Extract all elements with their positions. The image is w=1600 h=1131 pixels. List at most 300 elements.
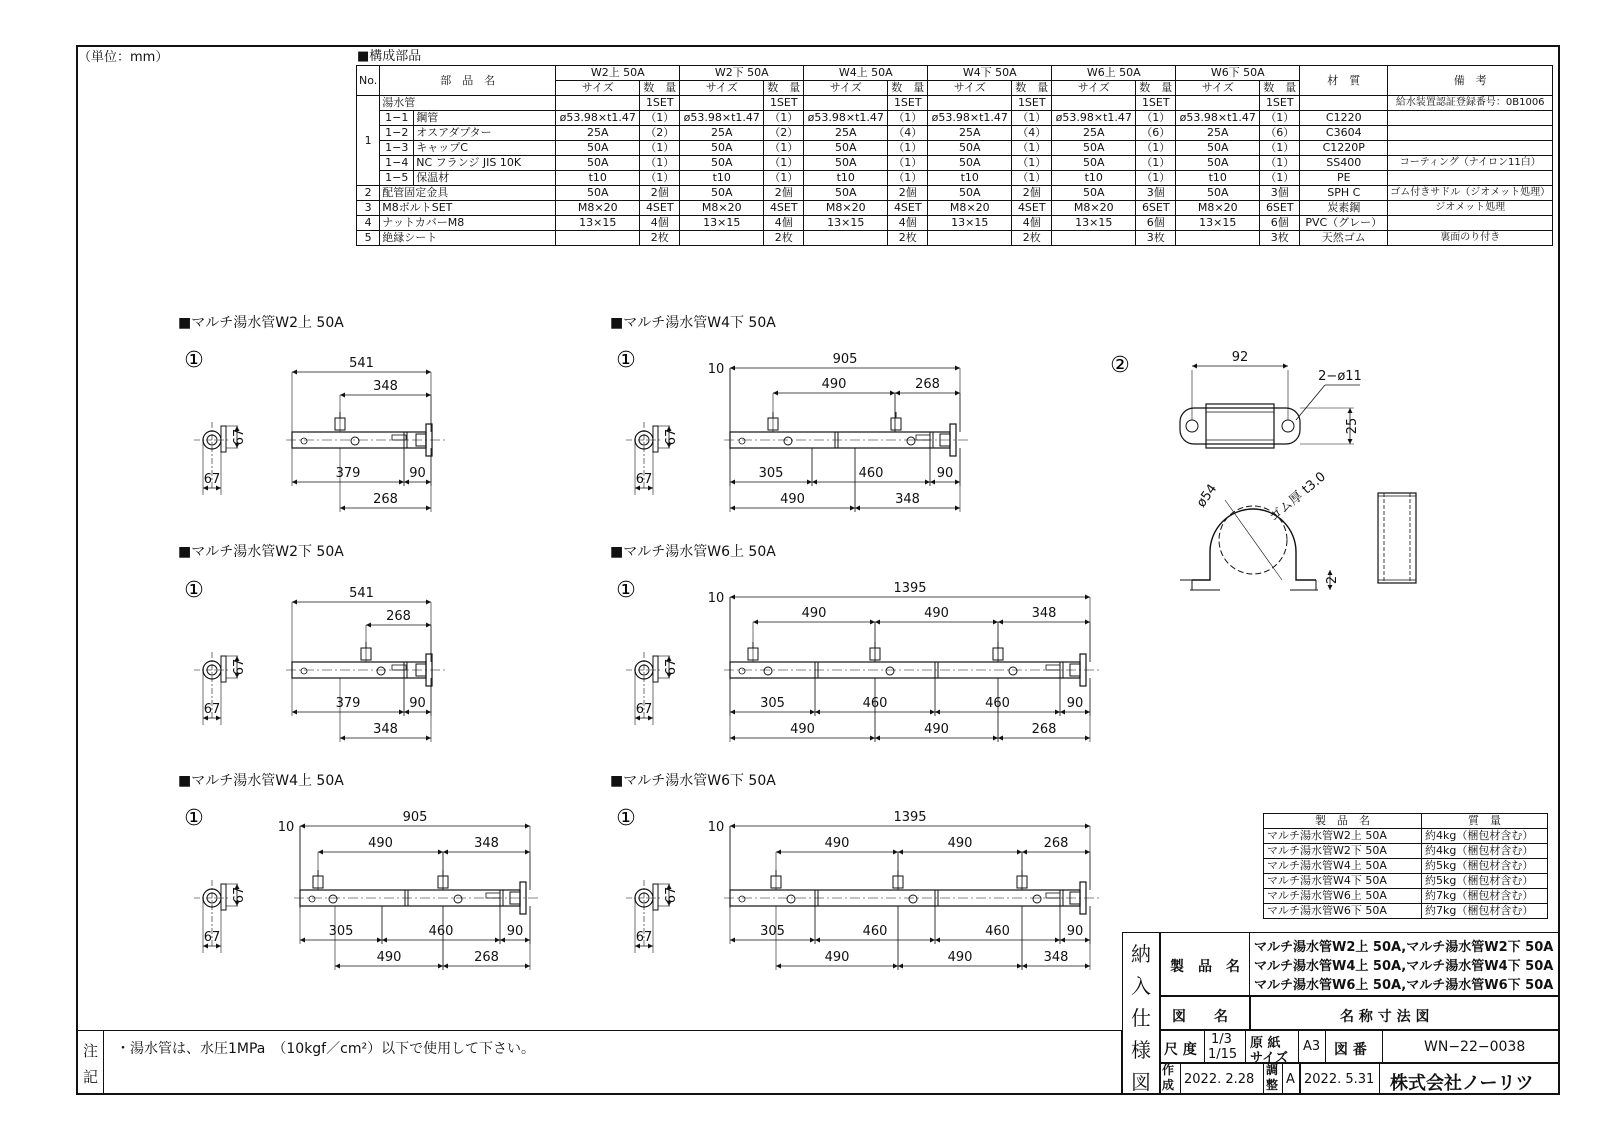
parts-cell: 3枚	[1260, 231, 1300, 246]
weight-value: 約5kg（梱包材含む）	[1422, 859, 1548, 874]
cap-mark	[739, 668, 745, 674]
dimension-label: 25	[1345, 417, 1360, 435]
dim-arrow	[776, 964, 781, 969]
adjust-label: 調整	[1266, 1063, 1279, 1092]
dimension-label: 1395	[893, 810, 927, 825]
view-title-w2-down: ■マルチ湯水管W2下 50A	[178, 544, 344, 560]
parts-cell: ø53.98×t1.47	[928, 111, 1012, 126]
bolt-hole	[1033, 895, 1041, 903]
parts-cell: （1）	[1260, 111, 1300, 126]
label-plate	[486, 893, 500, 898]
weight-value: 約4kg（梱包材含む）	[1422, 844, 1548, 859]
dim-arrow	[870, 620, 875, 625]
dimension-label: 1395	[893, 581, 927, 596]
header-size: サイズ	[928, 81, 1012, 96]
parts-cell: ナットカバーM8	[380, 216, 556, 231]
parts-cell: 50A	[804, 141, 888, 156]
bolt-hole	[907, 437, 915, 445]
dim-arrow	[893, 850, 898, 855]
dim-arrow	[426, 710, 431, 715]
dim-arrow	[426, 370, 431, 375]
parts-cell: ø53.98×t1.47	[1052, 111, 1136, 126]
dim-arrow	[730, 366, 735, 371]
dimension-label: 490	[821, 377, 847, 392]
parts-cell: C3604	[1300, 126, 1388, 141]
parts-cell: コーティング（ナイロン11白）	[1388, 156, 1553, 171]
dim-arrow	[993, 736, 998, 741]
mount-plate	[221, 656, 226, 682]
view-number: ①	[184, 578, 204, 603]
dimension-label: 90	[936, 466, 954, 481]
label-plate	[1046, 665, 1060, 670]
dim-arrow	[335, 964, 340, 969]
parts-cell: 13×15	[1052, 216, 1136, 231]
dim-arrow	[730, 824, 735, 829]
header-qty: 数 量	[888, 81, 928, 96]
dim-arrow	[998, 620, 1003, 625]
weight-row	[1264, 859, 1548, 874]
dim-arrow	[898, 850, 903, 855]
saddle-hole	[1186, 420, 1198, 432]
parts-cell: 3枚	[1136, 231, 1176, 246]
parts-cell: （2）	[640, 126, 680, 141]
dim-arrow	[1022, 964, 1027, 969]
dim-arrow	[1328, 585, 1333, 590]
dim-arrow	[875, 620, 880, 625]
dim-arrow	[1328, 570, 1333, 575]
dim-arrow	[525, 850, 530, 855]
parts-cell: 1SET	[1260, 96, 1300, 111]
view-title-w4-down: ■マルチ湯水管W4下 50A	[610, 315, 776, 331]
dim-arrow	[1017, 850, 1022, 855]
dim-arrow	[1055, 710, 1060, 715]
parts-cell: 1SET	[764, 96, 804, 111]
parts-cell: （1）	[640, 141, 680, 156]
header-qty: 数 量	[1260, 81, 1300, 96]
parts-cell: （1）	[1012, 156, 1052, 171]
parts-cell: 2個	[764, 186, 804, 201]
parts-cell: 50A	[1176, 156, 1260, 171]
header-model: W6下 50A	[1176, 66, 1300, 81]
header-qty: 数 量	[1012, 81, 1052, 96]
parts-cell: （1）	[1260, 141, 1300, 156]
dim-arrow	[292, 370, 297, 375]
parts-cell: 13×15	[928, 216, 1012, 231]
dim-arrow	[730, 595, 735, 600]
dimension-label: ゴム厚 t3.0	[1266, 469, 1329, 526]
dim-arrow	[399, 480, 404, 485]
dim-arrow	[898, 964, 903, 969]
dimension-label: 541	[349, 586, 374, 601]
view-title-w2-up: ■マルチ湯水管W2上 50A	[178, 315, 344, 331]
weight-product: マルチ湯水管W4下 50A	[1264, 874, 1422, 889]
header-size: サイズ	[1176, 81, 1260, 96]
dim-arrow	[955, 391, 960, 396]
header-size: サイズ	[556, 81, 640, 96]
parts-cell: ø53.98×t1.47	[1176, 111, 1260, 126]
parts-cell: 13×15	[680, 216, 764, 231]
dim-arrow	[925, 480, 930, 485]
parts-cell: 1−2	[380, 126, 414, 141]
dimension-label: 67	[635, 930, 653, 945]
dimension-label: 67	[232, 428, 247, 446]
parts-cell: 4SET	[1012, 201, 1052, 216]
parts-cell: M8ボルトSET	[380, 201, 556, 216]
parts-cell: 4SET	[640, 201, 680, 216]
parts-cell: 25A	[1176, 126, 1260, 141]
mount-plate	[653, 656, 658, 682]
paper-label-2: サイズ	[1250, 1051, 1288, 1066]
header-model: W4上 50A	[804, 66, 928, 81]
notes-label-1: 注	[83, 1042, 99, 1060]
dim-arrow	[292, 710, 297, 715]
cap-mark	[739, 896, 745, 902]
parts-cell: 2	[357, 186, 380, 201]
dim-arrow	[730, 480, 735, 485]
parts-cell: 2枚	[888, 231, 928, 246]
drawing-label: 図 名	[1172, 1009, 1228, 1025]
parts-cell: 6個	[1260, 216, 1300, 231]
made-label: 作成	[1162, 1063, 1175, 1092]
parts-cell: 3	[357, 201, 380, 216]
parts-cell: （1）	[764, 141, 804, 156]
dimension-label: 10	[707, 362, 725, 377]
dim-arrow	[340, 393, 345, 398]
dimension-label: 90	[1066, 696, 1084, 711]
spec-char: 様	[1131, 1038, 1151, 1062]
bolt-hole	[764, 667, 772, 675]
drawing-line	[1296, 385, 1325, 420]
parts-cell: ゴム付きサドル（ジオメット処理）	[1388, 186, 1553, 201]
dim-arrow	[776, 850, 781, 855]
dim-arrow	[993, 620, 998, 625]
dim-arrow	[1085, 964, 1090, 969]
parts-cell: 3個	[1260, 186, 1300, 201]
spec-char: 仕	[1131, 1006, 1151, 1030]
product-line: マルチ湯水管W2上 50A,マルチ湯水管W2下 50A	[1254, 940, 1554, 955]
dim-arrow	[443, 850, 448, 855]
parts-cell: 鋼管	[414, 111, 556, 126]
parts-cell: C1220	[1300, 111, 1388, 126]
parts-cell: （1）	[1136, 156, 1176, 171]
parts-cell: t10	[804, 171, 888, 186]
parts-cell: 6SET	[1136, 201, 1176, 216]
dimension-label: 67	[664, 658, 679, 676]
header-model: W4下 50A	[928, 66, 1052, 81]
parts-cell: 6個	[1136, 216, 1176, 231]
parts-cell: 4個	[1012, 216, 1052, 231]
dimension-label: 348	[474, 836, 499, 851]
dimension-label: 90	[409, 696, 426, 711]
dimension-label: 67	[635, 472, 653, 487]
weight-product: マルチ湯水管W6上 50A	[1264, 889, 1422, 904]
dim-arrow	[895, 391, 900, 396]
parts-cell: ø53.98×t1.47	[804, 111, 888, 126]
dim-arrow	[399, 710, 404, 715]
parts-cell: （1）	[640, 156, 680, 171]
parts-cell: M8×20	[1052, 201, 1136, 216]
parts-cell: 13×15	[556, 216, 640, 231]
parts-cell: PE	[1300, 171, 1388, 186]
cap-mark	[301, 668, 307, 674]
dim-arrow	[525, 938, 530, 943]
parts-cell: 1SET	[1012, 96, 1052, 111]
dim-arrow	[525, 964, 530, 969]
dimension-label: 67	[664, 428, 679, 446]
parts-cell: （1）	[764, 111, 804, 126]
parts-cell: M8×20	[804, 201, 888, 216]
parts-cell: 4個	[640, 216, 680, 231]
notes-label-2: 記	[83, 1068, 99, 1086]
made-date: 2022. 2.28	[1184, 1072, 1255, 1087]
parts-cell: 50A	[556, 141, 640, 156]
parts-cell: 1−3	[380, 141, 414, 156]
parts-cell: （1）	[1136, 141, 1176, 156]
weight-product: マルチ湯水管W6下 50A	[1264, 904, 1422, 919]
parts-cell: 50A	[556, 186, 640, 201]
dimension-label: 67	[635, 702, 653, 717]
dim-arrow	[730, 938, 735, 943]
parts-cell: 25A	[928, 126, 1012, 141]
cap-mark	[301, 438, 307, 444]
parts-cell: 4SET	[764, 201, 804, 216]
dim-arrow	[730, 710, 735, 715]
dim-arrow	[815, 710, 820, 715]
parts-cell: NC フランジ JIS 10K	[414, 156, 556, 171]
paper-label-1: 原 紙	[1250, 1036, 1281, 1051]
bolt-hole	[909, 895, 917, 903]
dimension-label: 268	[1043, 836, 1069, 851]
dim-arrow	[955, 506, 960, 511]
parts-cell: 50A	[1176, 186, 1260, 201]
scale-value-2: 1/15	[1208, 1047, 1238, 1062]
dim-arrow	[1060, 938, 1065, 943]
dimension-label: 348	[1043, 950, 1069, 965]
weight-row	[1264, 904, 1548, 919]
dim-arrow	[1085, 595, 1090, 600]
dim-arrow	[426, 506, 431, 511]
parts-cell: （1）	[764, 156, 804, 171]
dimension-label: 348	[1031, 606, 1057, 621]
scale-value-1: 1/3	[1211, 1032, 1232, 1047]
parts-cell: SS400	[1300, 156, 1388, 171]
dimension-label: 905	[402, 810, 428, 825]
header-model: W6上 50A	[1052, 66, 1176, 81]
product-line: マルチ湯水管W4上 50A,マルチ湯水管W4下 50A	[1254, 959, 1554, 974]
parts-cell: 絶縁シート	[380, 231, 556, 246]
header-qty: 数 量	[1136, 81, 1176, 96]
parts-cell: （1）	[1136, 111, 1176, 126]
dim-arrow	[1085, 736, 1090, 741]
dim-arrow	[807, 480, 812, 485]
parts-cell: 3個	[1136, 186, 1176, 201]
parts-cell: 50A	[1052, 186, 1136, 201]
dimension-label: 490	[924, 722, 949, 737]
weight-value: 約5kg（梱包材含む）	[1422, 874, 1548, 889]
dimension-label: 460	[985, 696, 1010, 711]
dimension-label: 348	[373, 379, 398, 394]
weight-header-name: 製 品 名	[1264, 814, 1422, 829]
parts-cell: 50A	[804, 156, 888, 171]
dimension-label: 460	[428, 924, 454, 939]
parts-cell: （1）	[888, 141, 928, 156]
dimension-label: 305	[328, 924, 354, 939]
spec-char: 納	[1131, 942, 1151, 966]
dim-arrow	[426, 623, 431, 628]
dimension-label: 490	[376, 950, 402, 965]
dim-arrow	[1192, 364, 1197, 369]
view-title-w4-up: ■マルチ湯水管W4上 50A	[178, 773, 344, 789]
bolt-hole	[329, 895, 337, 903]
dim-arrow	[773, 391, 778, 396]
dim-arrow	[1055, 938, 1060, 943]
weight-row	[1264, 829, 1548, 844]
dim-arrow	[875, 736, 880, 741]
parts-cell: 13×15	[804, 216, 888, 231]
weight-product: マルチ湯水管W2上 50A	[1264, 829, 1422, 844]
parts-cell: t10	[1052, 171, 1136, 186]
dim-arrow	[525, 824, 530, 829]
parts-cell: 50A	[680, 156, 764, 171]
mount-plate	[653, 884, 658, 910]
saddle-band	[1206, 404, 1274, 448]
parts-cell: 1−4	[380, 156, 414, 171]
parts-cell: 4個	[764, 216, 804, 231]
saddle-profile	[1192, 509, 1316, 580]
dim-arrow	[870, 736, 875, 741]
dim-arrow	[377, 938, 382, 943]
parts-cell: 1SET	[888, 96, 928, 111]
dimension-label: 268	[474, 950, 499, 965]
adjust-date: 2022. 5.31	[1304, 1072, 1375, 1087]
dimension-label: 490	[924, 606, 949, 621]
header-size: サイズ	[680, 81, 764, 96]
dimension-label: 379	[335, 466, 361, 481]
label-plate	[1046, 893, 1060, 898]
dimension-label: ø54	[1193, 481, 1221, 511]
parts-cell: （1）	[640, 111, 680, 126]
view-number: ①	[616, 348, 636, 373]
dim-arrow	[955, 366, 960, 371]
dim-arrow	[812, 480, 817, 485]
dimension-label: 268	[915, 377, 940, 392]
dimension-label: 490	[801, 606, 827, 621]
parts-cell: t10	[680, 171, 764, 186]
dim-arrow	[998, 736, 1003, 741]
dimension-label: 268	[1031, 722, 1057, 737]
product-line: マルチ湯水管W6上 50A,マルチ湯水管W6下 50A	[1254, 978, 1554, 993]
dim-arrow	[1283, 364, 1288, 369]
parts-cell: 25A	[680, 126, 764, 141]
dim-arrow	[1085, 620, 1090, 625]
drawing-name: 名 称 寸 法 図	[1340, 1009, 1430, 1025]
parts-cell: 25A	[1052, 126, 1136, 141]
parts-cell: キャップC	[414, 141, 556, 156]
dim-arrow	[1085, 938, 1090, 943]
dim-arrow	[292, 480, 297, 485]
dimension-label: 460	[862, 696, 888, 711]
parts-cell: ジオメット処理	[1388, 201, 1553, 216]
parts-cell: 4個	[888, 216, 928, 231]
dim-arrow	[1017, 964, 1022, 969]
dimension-label: 2	[1325, 575, 1340, 585]
dimension-label: 305	[760, 696, 785, 711]
dimension-label: 67	[203, 702, 221, 717]
parts-cell: 1	[357, 96, 380, 186]
weight-value: 約7kg（梱包材含む）	[1422, 889, 1548, 904]
dim-arrow	[300, 938, 305, 943]
parts-cell: PVC（グレー）	[1300, 216, 1388, 231]
dim-arrow	[438, 850, 443, 855]
parts-cell: 1−1	[380, 111, 414, 126]
saddle-number: ②	[1110, 353, 1130, 378]
parts-cell: 2個	[640, 186, 680, 201]
parts-cell: 裏面のり付き	[1388, 231, 1553, 246]
dimension-label: 10	[707, 820, 725, 835]
parts-cell: 13×15	[1176, 216, 1260, 231]
dimension-label: 67	[203, 930, 221, 945]
cap-mark	[309, 896, 315, 902]
dim-arrow	[1060, 710, 1065, 715]
dimension-label: 490	[947, 950, 973, 965]
dim-arrow	[340, 736, 345, 741]
saddle-hole	[1282, 420, 1294, 432]
dim-arrow	[318, 850, 323, 855]
paper-size: A3	[1303, 1039, 1321, 1054]
parts-cell: （1）	[1136, 171, 1176, 186]
dim-arrow	[930, 938, 935, 943]
view-number: ①	[616, 578, 636, 603]
bolt-hole	[1009, 667, 1017, 675]
parts-cell: （1）	[888, 156, 928, 171]
parts-cell: 2個	[888, 186, 928, 201]
notes-text: ・湯水管は、水圧1MPa （10kgf／cm²）以下で使用して下さい。	[116, 1041, 536, 1057]
parts-cell: 1−5	[380, 171, 414, 186]
parts-title: ■構成部品	[357, 49, 422, 64]
dim-arrow	[810, 710, 815, 715]
weight-value: 約7kg（梱包材含む）	[1422, 904, 1548, 919]
dim-arrow	[753, 620, 758, 625]
dimension-label: 90	[506, 924, 524, 939]
cap-mark	[739, 438, 745, 444]
dimension-label: 10	[707, 591, 725, 606]
parts-cell: ø53.98×t1.47	[556, 111, 640, 126]
bolt-hole	[784, 437, 792, 445]
dim-arrow	[730, 506, 735, 511]
dim-arrow	[1085, 710, 1090, 715]
parts-cell: 50A	[680, 141, 764, 156]
header-qty: 数 量	[764, 81, 804, 96]
header-size: サイズ	[804, 81, 888, 96]
dim-arrow	[443, 964, 448, 969]
parts-cell: （1）	[888, 171, 928, 186]
dimension-label: 460	[858, 466, 884, 481]
dimension-label: 905	[832, 352, 858, 367]
view-number: ①	[184, 348, 204, 373]
header-size: サイズ	[1052, 81, 1136, 96]
parts-cell: 1SET	[1136, 96, 1176, 111]
dim-arrow	[426, 600, 431, 605]
parts-cell: （1）	[764, 171, 804, 186]
mount-plate	[221, 884, 226, 910]
adapter	[891, 418, 901, 430]
dimension-label: 379	[335, 696, 361, 711]
parts-cell: （1）	[1012, 141, 1052, 156]
parts-cell: （1）	[888, 111, 928, 126]
dim-arrow	[810, 938, 815, 943]
parts-cell: 1SET	[640, 96, 680, 111]
unit-note: （単位：mm）	[78, 50, 169, 65]
